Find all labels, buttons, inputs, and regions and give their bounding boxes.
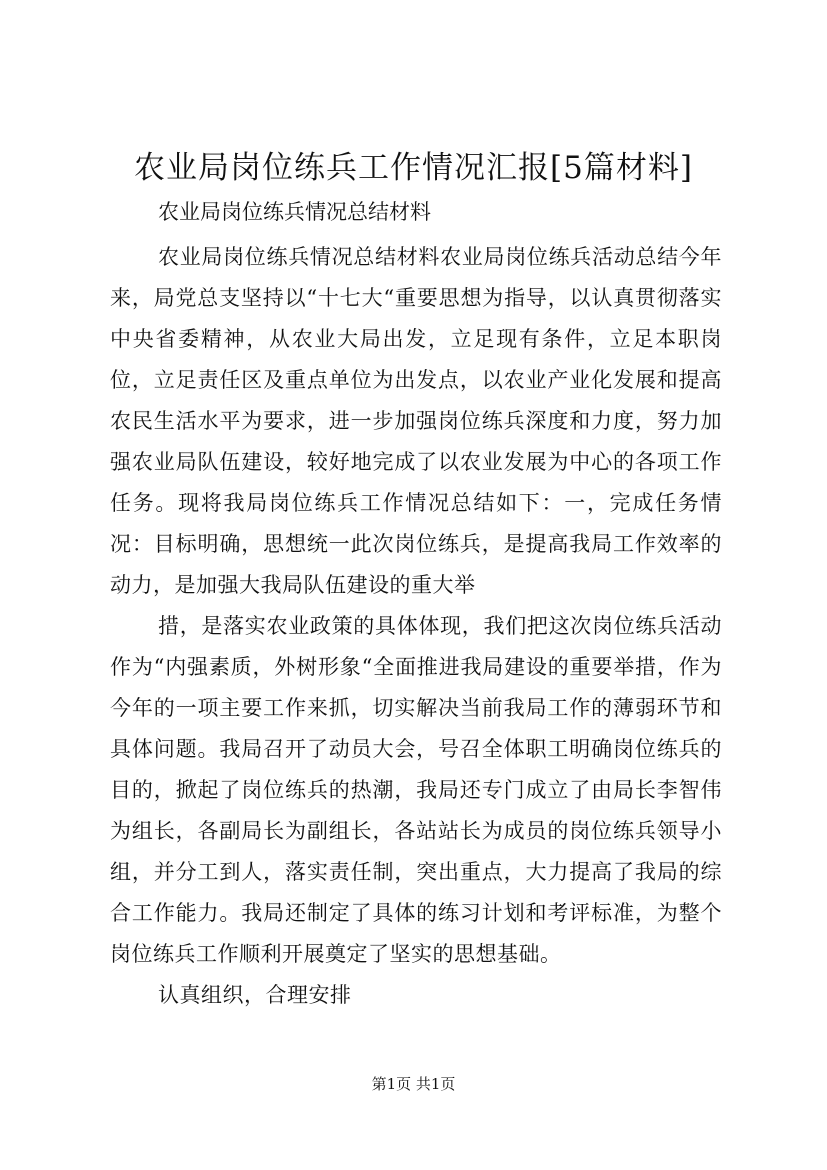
document-title: 农业局岗位练兵工作情况汇报[5篇材料] xyxy=(134,150,693,186)
document-subtitle: 农业局岗位练兵情况总结材料 xyxy=(158,200,431,224)
body-paragraph: 农业局岗位练兵情况总结材料农业局岗位练兵活动总结今年来，局党总支坚持以“十七大“重要思想为指导，以认真贯彻落实中央省委精神，从农业大局出发，立足现有条件，立足本职岗位，立足责任区及重点单位为出发点，以农业产业化发展和提高农民生活水平为要求，进一步加强岗位练兵深度和力度，努力加强农业局队伍建设，较好地完成了以农业发展为中心的各项工作任务。现将我局岗位练兵工作情况总结如下：一，完成任务情况：目标明确，思想统一此次岗位练兵，是提高我局工作效率的动力，是加强大我局队伍建设的重大举 xyxy=(110,245,722,597)
body-paragraph: 措，是落实农业政策的具体体现，我们把这次岗位练兵活动作为“内强素质，外树形象“全面推进我局建设的重要举措，作为今年的一项主要工作来抓，切实解决当前我局工作的薄弱环节和具体问题。我局召开了动员大会，号召全体职工明确岗位练兵的目的，掀起了岗位练兵的热潮，我局还专门成立了由局长李智伟为组长，各副局长为副组长，各站站长为成员的岗位练兵领导小组，并分工到人，落实责任制，突出重点，大力提高了我局的综合工作能力。我局还制定了具体的练习计划和考评标准，为整个岗位练兵工作顺利开展奠定了坚实的思想基础。 xyxy=(110,614,722,966)
section-heading: 认真组织，合理安排 xyxy=(158,983,352,1007)
page-number-footer: 第1页 共1页 xyxy=(371,1075,456,1093)
